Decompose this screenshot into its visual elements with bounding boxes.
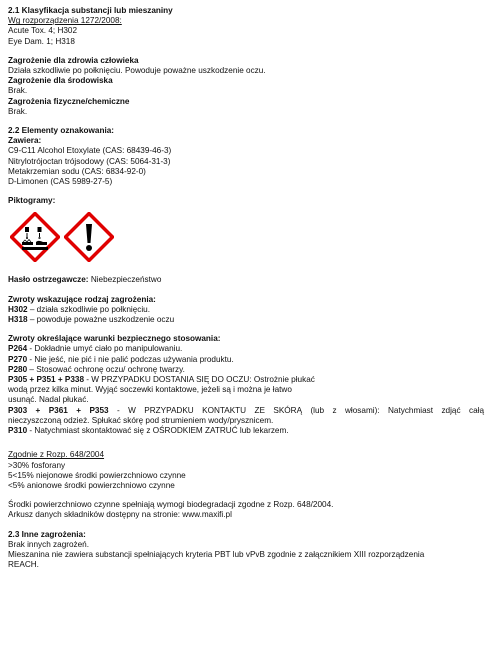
hazard-code: H302	[8, 304, 28, 314]
exclamation-mark-pictogram-icon	[64, 212, 114, 262]
precautionary-statement	[8, 365, 484, 375]
detergent-item: <5% anionowe środki powierzchniowo czynne	[8, 480, 175, 490]
precaution-code: P310	[8, 426, 28, 436]
environment-hazard-text: Brak.	[8, 86, 28, 96]
precaution-code: P270	[8, 354, 28, 364]
hazard-code: H318	[8, 315, 28, 325]
regulation-reference: Wg rozporządzenia 1272/2008:	[8, 16, 122, 26]
precaution-continuation: usunąć. Nadal płukać.	[8, 395, 89, 405]
signal-word: Niebezpieczeństwo	[90, 275, 162, 285]
precaution-text: – Stosować ochronę oczu/ ochronę twarzy.	[27, 364, 185, 374]
precaution-text: - Nie jeść, nie pić i nie palić podczas używania produktu.	[27, 354, 234, 364]
precautionary-statement	[8, 426, 484, 436]
hazard-statement	[8, 315, 484, 325]
physical-hazard-heading: Zagrożenia fizyczne/chemiczne	[8, 96, 130, 106]
signal-word-label: Hasło ostrzegawcze:	[8, 275, 89, 285]
biodegradation-compliance: Środki powierzchniowo czynne spełniają wymogi biodegradacji zgodne z Rozp. 648/2004.	[8, 500, 334, 510]
precaution-continuation: wodą przez kilka minut. Wyjąć soczewki kontaktowe, jeżeli są i można je łatwo	[8, 385, 292, 395]
component-item: Metakrzemian sodu (CAS: 6834-92-0)	[8, 166, 146, 176]
classification-acute-tox: Acute Tox. 4; H302	[8, 26, 78, 36]
classification-eye-dam: Eye Dam. 1; H318	[8, 36, 75, 46]
precautionary-statement	[8, 375, 484, 385]
component-item: Nitrylotrójoctan trójsodowy (CAS: 5064-31-3)	[8, 156, 171, 166]
precaution-continuation: nieczyszczoną odzież. Spłukać skórę pod strumieniem wody/prysznicem.	[8, 415, 274, 425]
hazard-text: – działa szkodliwie po połknięciu.	[27, 304, 151, 314]
hazard-statement	[8, 305, 484, 315]
hazard-statements-heading: Zwroty wskazujące rodzaj zagrożenia:	[8, 294, 156, 304]
precaution-text: - W PRZYPADKU KONTAKTU ZE SKÓRĄ (lub z włosami): Natychmiast zdjąć całą	[108, 405, 484, 415]
section-2-2-heading: 2.2 Elementy oznakowania:	[8, 126, 115, 136]
precaution-text: - W PRZYPADKU DOSTANIA SIĘ DO OCZU: Ostrożnie płukać	[84, 375, 315, 385]
precautionary-statement	[8, 406, 484, 416]
health-hazard-text: Działa szkodliwie po połknięciu. Powoduje poważne uszkodzenie oczu.	[8, 66, 266, 76]
detergent-item: 5<15% niejonowe środki powierzchniowo czynne	[8, 470, 186, 480]
component-item: C9-C11 Alcohol Etoxylate (CAS: 68439-46-3)	[8, 146, 172, 156]
pictograms-label: Piktogramy:	[8, 196, 56, 206]
precaution-code: P303 + P361 + P353	[8, 405, 109, 415]
section-2-3-heading: 2.3 Inne zagrożenia:	[8, 529, 86, 539]
component-item: D-Limonen (CAS 5989-27-5)	[8, 177, 113, 187]
other-hazards-text: Brak innych zagrożeń.	[8, 539, 90, 549]
pbt-vpvb-text: Mieszanina nie zawiera substancji spełniających kryteria PBT lub vPvB zgodnie z załącznikiem XIII rozporządzenia	[8, 549, 425, 559]
pbt-vpvb-text-cont: REACH.	[8, 560, 39, 570]
precaution-code: P264	[8, 344, 28, 354]
ingredients-sheet-note: Arkusz danych składników dostępny na stronie: www.maxifi.pl	[8, 510, 232, 520]
pictograms-row	[8, 212, 484, 266]
precaution-text: - Dokładnie umyć ciało po manipulowaniu.	[27, 344, 183, 354]
precautionary-statement	[8, 355, 484, 365]
section-2-1-heading: 2.1 Klasyfikacja substancji lub mieszaniny	[8, 6, 173, 15]
detergents-regulation-heading: Zgodnie z Rozp. 648/2004	[8, 450, 105, 460]
detergent-item: >30% fosforany	[8, 460, 66, 470]
corrosion-pictogram-icon	[10, 212, 60, 262]
precaution-text: - Natychmiast skontaktować się z OŚRODKIEM ZATRUĆ lub lekarzem.	[27, 426, 289, 436]
environment-hazard-heading: Zagrożenie dla środowiska	[8, 76, 113, 86]
precaution-code: P305 + P351 + P338	[8, 375, 85, 385]
precautionary-statements-heading: Zwroty określające warunki bezpiecznego stosowania:	[8, 334, 221, 344]
hazard-text: – powoduje poważne uszkodzenie oczu	[27, 315, 175, 325]
precaution-code: P280	[8, 364, 28, 374]
signal-word-row	[8, 275, 484, 285]
contains-label: Zawiera:	[8, 136, 42, 146]
safety-data-sheet-section-2	[8, 6, 484, 570]
precautionary-statement	[8, 344, 484, 354]
health-hazard-heading: Zagrożenie dla zdrowia człowieka	[8, 55, 139, 65]
physical-hazard-text: Brak.	[8, 106, 28, 116]
